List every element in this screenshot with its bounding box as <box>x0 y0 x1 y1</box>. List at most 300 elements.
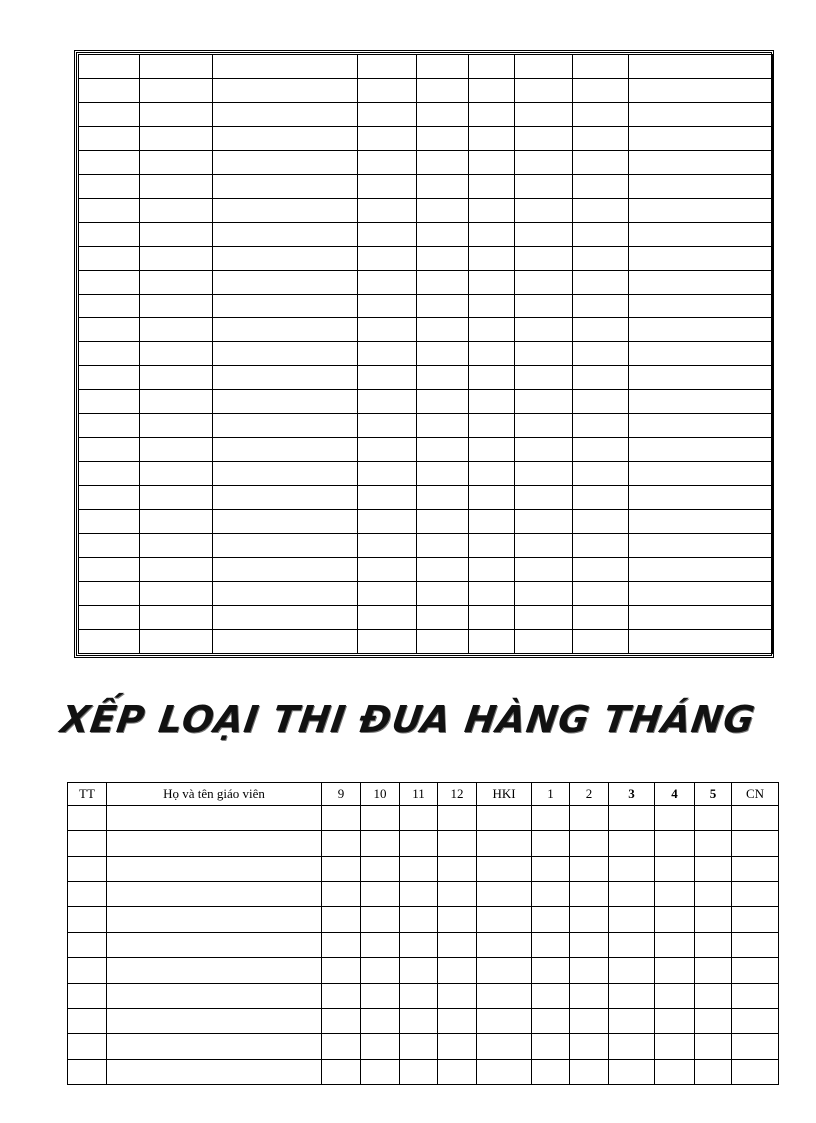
ranking-table-cell <box>655 983 695 1008</box>
blank-grid-cell <box>629 414 773 438</box>
blank-grid-cell <box>358 198 417 222</box>
ranking-table-cell <box>400 831 438 856</box>
ranking-table-cell <box>68 907 107 932</box>
blank-grid-cell <box>358 318 417 342</box>
ranking-table-cell <box>107 1059 322 1084</box>
ranking-table-cell <box>570 882 609 907</box>
blank-grid-cell <box>629 629 773 653</box>
blank-grid-row <box>79 510 773 534</box>
header-teacher-name: Họ và tên giáo viên <box>107 783 322 806</box>
blank-grid-cell <box>573 222 629 246</box>
ranking-table-cell <box>322 907 361 932</box>
ranking-table-cell <box>695 958 732 983</box>
ranking-table-cell <box>400 907 438 932</box>
ranking-table-cell <box>732 1008 779 1033</box>
header-month-5: 5 <box>695 783 732 806</box>
blank-grid-cell <box>358 102 417 126</box>
blank-grid-cell <box>629 78 773 102</box>
ranking-table-cell <box>477 907 532 932</box>
ranking-table-cell <box>532 983 570 1008</box>
blank-grid-cell <box>417 55 469 79</box>
blank-grid-cell <box>213 318 358 342</box>
ranking-table-cell <box>68 882 107 907</box>
blank-grid-cell <box>358 246 417 270</box>
ranking-table-cell <box>732 983 779 1008</box>
blank-grid-cell <box>213 150 358 174</box>
blank-grid-cell <box>573 605 629 629</box>
blank-grid-cell <box>515 270 573 294</box>
ranking-table-cell <box>438 831 477 856</box>
blank-grid-cell <box>629 510 773 534</box>
blank-grid-row <box>79 294 773 318</box>
ranking-table-cell <box>477 1008 532 1033</box>
blank-grid-cell <box>140 581 213 605</box>
blank-grid-cell <box>79 462 140 486</box>
blank-grid-row <box>79 438 773 462</box>
blank-grid-cell <box>358 629 417 653</box>
blank-grid-cell <box>358 78 417 102</box>
blank-grid-cell <box>417 102 469 126</box>
blank-grid-cell <box>140 462 213 486</box>
blank-grid-cell <box>140 438 213 462</box>
blank-grid-cell <box>469 150 515 174</box>
blank-grid-cell <box>140 318 213 342</box>
ranking-table-cell <box>570 983 609 1008</box>
ranking-table-cell <box>477 958 532 983</box>
blank-grid-cell <box>515 222 573 246</box>
blank-grid-cell <box>629 294 773 318</box>
blank-grid-cell <box>515 605 573 629</box>
blank-grid-cell <box>515 414 573 438</box>
blank-grid-cell <box>213 581 358 605</box>
blank-grid-cell <box>417 222 469 246</box>
blank-grid-frame <box>74 50 774 658</box>
blank-grid-cell <box>573 581 629 605</box>
ranking-table-cell <box>655 1034 695 1059</box>
blank-grid-row <box>79 78 773 102</box>
blank-grid-cell <box>358 366 417 390</box>
ranking-table-cell <box>438 932 477 957</box>
header-month-1: 1 <box>532 783 570 806</box>
ranking-table-row <box>68 831 779 856</box>
ranking-table-cell <box>107 806 322 831</box>
ranking-table-row <box>68 932 779 957</box>
blank-grid-row <box>79 366 773 390</box>
ranking-table-cell <box>438 1059 477 1084</box>
ranking-table-cell <box>655 1059 695 1084</box>
ranking-table-cell <box>68 932 107 957</box>
blank-grid-cell <box>79 366 140 390</box>
blank-grid-cell <box>358 510 417 534</box>
blank-grid-cell <box>573 510 629 534</box>
ranking-table-cell <box>655 1008 695 1033</box>
ranking-table-cell <box>68 1034 107 1059</box>
ranking-table-cell <box>477 831 532 856</box>
blank-grid-cell <box>358 222 417 246</box>
blank-grid-row <box>79 390 773 414</box>
blank-grid-cell <box>213 390 358 414</box>
ranking-table-cell <box>532 806 570 831</box>
blank-grid-cell <box>417 390 469 414</box>
blank-grid-cell <box>515 78 573 102</box>
blank-grid-cell <box>140 126 213 150</box>
ranking-table-cell <box>361 806 400 831</box>
blank-grid-cell <box>629 581 773 605</box>
blank-grid-cell <box>515 342 573 366</box>
ranking-table-cell <box>477 856 532 881</box>
ranking-table-cell <box>532 958 570 983</box>
blank-grid-cell <box>515 150 573 174</box>
blank-grid-cell <box>213 510 358 534</box>
ranking-table-cell <box>532 932 570 957</box>
blank-grid-cell <box>213 55 358 79</box>
blank-grid-cell <box>140 78 213 102</box>
blank-grid-row <box>79 55 773 79</box>
blank-grid-cell <box>358 605 417 629</box>
ranking-table-cell <box>322 983 361 1008</box>
ranking-table-row <box>68 983 779 1008</box>
blank-grid-cell <box>469 510 515 534</box>
blank-grid-cell <box>417 246 469 270</box>
blank-grid-cell <box>573 55 629 79</box>
blank-grid-cell <box>573 414 629 438</box>
blank-grid-row <box>79 534 773 558</box>
blank-grid-cell <box>573 534 629 558</box>
ranking-table-row <box>68 856 779 881</box>
blank-grid-cell <box>629 150 773 174</box>
blank-grid-cell <box>213 222 358 246</box>
blank-grid-cell <box>79 294 140 318</box>
blank-grid-cell <box>573 390 629 414</box>
blank-grid-cell <box>515 198 573 222</box>
blank-grid-cell <box>140 246 213 270</box>
ranking-table-cell <box>570 932 609 957</box>
blank-grid-cell <box>417 510 469 534</box>
blank-grid-cell <box>629 534 773 558</box>
ranking-table-cell <box>570 856 609 881</box>
ranking-table-cell <box>400 1008 438 1033</box>
blank-grid-cell <box>79 78 140 102</box>
blank-grid-cell <box>417 558 469 582</box>
blank-grid-cell <box>515 438 573 462</box>
blank-grid-cell <box>629 222 773 246</box>
blank-grid-cell <box>573 629 629 653</box>
ranking-table-cell <box>322 856 361 881</box>
blank-grid-cell <box>515 55 573 79</box>
ranking-table-cell <box>361 958 400 983</box>
blank-grid-cell <box>629 55 773 79</box>
ranking-table-cell <box>570 1059 609 1084</box>
blank-grid-cell <box>417 366 469 390</box>
blank-grid-cell <box>140 150 213 174</box>
blank-grid-cell <box>213 102 358 126</box>
blank-grid-cell <box>358 414 417 438</box>
ranking-table-cell <box>322 1034 361 1059</box>
ranking-table <box>67 782 779 1085</box>
blank-grid-cell <box>417 438 469 462</box>
blank-grid-cell <box>629 102 773 126</box>
blank-grid-cell <box>213 366 358 390</box>
ranking-table-cell <box>732 831 779 856</box>
blank-grid-cell <box>469 174 515 198</box>
ranking-table-cell <box>322 958 361 983</box>
ranking-table-cell <box>532 882 570 907</box>
ranking-table-cell <box>570 958 609 983</box>
blank-grid-cell <box>515 126 573 150</box>
blank-grid-cell <box>79 438 140 462</box>
blank-grid-cell <box>213 462 358 486</box>
ranking-table-cell <box>695 1034 732 1059</box>
blank-grid-row <box>79 462 773 486</box>
ranking-table-cell <box>438 907 477 932</box>
blank-grid-cell <box>213 126 358 150</box>
ranking-table-cell <box>400 882 438 907</box>
blank-grid-cell <box>515 629 573 653</box>
ranking-table-cell <box>695 882 732 907</box>
ranking-table-cell <box>438 983 477 1008</box>
ranking-table-cell <box>477 1034 532 1059</box>
blank-grid-cell <box>417 174 469 198</box>
blank-grid-cell <box>629 126 773 150</box>
ranking-table-cell <box>438 882 477 907</box>
blank-grid-cell <box>417 534 469 558</box>
blank-grid-cell <box>79 510 140 534</box>
header-month-11: 11 <box>400 783 438 806</box>
ranking-table-cell <box>655 907 695 932</box>
blank-grid-cell <box>573 342 629 366</box>
blank-grid-cell <box>79 342 140 366</box>
ranking-table-cell <box>107 856 322 881</box>
blank-grid-cell <box>573 78 629 102</box>
ranking-table-cell <box>570 1008 609 1033</box>
blank-grid-cell <box>417 150 469 174</box>
blank-grid-cell <box>358 55 417 79</box>
ranking-table-cell <box>695 932 732 957</box>
blank-grid-cell <box>629 605 773 629</box>
ranking-table-cell <box>400 1034 438 1059</box>
ranking-table-cell <box>609 831 655 856</box>
blank-grid-cell <box>573 102 629 126</box>
blank-grid-cell <box>469 318 515 342</box>
blank-grid-cell <box>358 558 417 582</box>
blank-grid-row <box>79 270 773 294</box>
ranking-table-cell <box>438 806 477 831</box>
blank-grid-cell <box>79 558 140 582</box>
blank-grid-cell <box>469 390 515 414</box>
ranking-table-cell <box>570 907 609 932</box>
ranking-table-cell <box>107 882 322 907</box>
blank-grid-cell <box>417 342 469 366</box>
blank-grid-cell <box>79 605 140 629</box>
blank-grid-cell <box>213 605 358 629</box>
blank-grid-row <box>79 102 773 126</box>
blank-grid-cell <box>629 390 773 414</box>
blank-grid-cell <box>358 534 417 558</box>
blank-grid-cell <box>515 390 573 414</box>
ranking-table-cell <box>609 983 655 1008</box>
ranking-table-cell <box>609 856 655 881</box>
blank-grid-cell <box>629 462 773 486</box>
blank-grid-cell <box>79 318 140 342</box>
blank-grid-cell <box>79 581 140 605</box>
blank-grid-cell <box>358 270 417 294</box>
ranking-table-cell <box>732 958 779 983</box>
blank-grid-cell <box>213 342 358 366</box>
blank-grid-cell <box>79 629 140 653</box>
blank-grid-cell <box>515 462 573 486</box>
ranking-table-cell <box>695 1008 732 1033</box>
blank-grid-cell <box>515 581 573 605</box>
blank-grid-cell <box>573 270 629 294</box>
blank-grid-cell <box>79 55 140 79</box>
ranking-table-cell <box>609 806 655 831</box>
ranking-table-cell <box>655 882 695 907</box>
blank-grid-cell <box>417 270 469 294</box>
ranking-table-cell <box>532 1059 570 1084</box>
ranking-table-cell <box>732 882 779 907</box>
blank-grid-cell <box>515 534 573 558</box>
blank-grid-cell <box>213 78 358 102</box>
blank-grid-cell <box>213 486 358 510</box>
blank-grid-cell <box>417 294 469 318</box>
ranking-table-cell <box>532 856 570 881</box>
header-month-10: 10 <box>361 783 400 806</box>
blank-grid-cell <box>79 270 140 294</box>
blank-grid-cell <box>358 462 417 486</box>
ranking-table-cell <box>361 856 400 881</box>
blank-grid-cell <box>417 414 469 438</box>
ranking-table-cell <box>655 806 695 831</box>
blank-grid-cell <box>358 342 417 366</box>
blank-grid-cell <box>469 629 515 653</box>
blank-grid-cell <box>573 438 629 462</box>
blank-grid-cell <box>469 222 515 246</box>
ranking-table-cell <box>695 983 732 1008</box>
blank-grid-cell <box>140 510 213 534</box>
blank-grid-cell <box>469 581 515 605</box>
blank-grid-cell <box>469 55 515 79</box>
ranking-table-cell <box>107 1034 322 1059</box>
blank-grid-row <box>79 605 773 629</box>
blank-grid-cell <box>515 510 573 534</box>
blank-grid-cell <box>469 605 515 629</box>
blank-grid-cell <box>573 198 629 222</box>
blank-grid-cell <box>515 294 573 318</box>
blank-grid-cell <box>213 438 358 462</box>
ranking-table-cell <box>655 831 695 856</box>
blank-grid-cell <box>213 294 358 318</box>
blank-grid-cell <box>469 126 515 150</box>
blank-grid-cell <box>213 629 358 653</box>
ranking-table-cell <box>695 806 732 831</box>
blank-grid-row <box>79 222 773 246</box>
blank-grid-cell <box>140 605 213 629</box>
blank-grid-cell <box>358 174 417 198</box>
blank-grid-cell <box>140 534 213 558</box>
blank-grid-cell <box>515 318 573 342</box>
blank-grid-cell <box>629 438 773 462</box>
ranking-table-cell <box>477 983 532 1008</box>
ranking-table-cell <box>361 1034 400 1059</box>
blank-grid-cell <box>358 486 417 510</box>
blank-grid-cell <box>213 270 358 294</box>
ranking-table-cell <box>609 1059 655 1084</box>
ranking-table-cell <box>532 1008 570 1033</box>
blank-grid-cell <box>358 390 417 414</box>
blank-grid-cell <box>469 366 515 390</box>
blank-grid-cell <box>573 294 629 318</box>
blank-grid-cell <box>573 246 629 270</box>
blank-grid-cell <box>213 198 358 222</box>
header-month-2: 2 <box>570 783 609 806</box>
blank-grid-cell <box>469 294 515 318</box>
blank-grid-cell <box>417 581 469 605</box>
blank-grid-cell <box>469 246 515 270</box>
ranking-table-cell <box>68 831 107 856</box>
ranking-table-cell <box>361 882 400 907</box>
ranking-table-cell <box>732 932 779 957</box>
blank-grid-row <box>79 558 773 582</box>
ranking-table-cell <box>322 1059 361 1084</box>
blank-grid-cell <box>515 246 573 270</box>
ranking-table-cell <box>400 806 438 831</box>
ranking-table-cell <box>655 958 695 983</box>
ranking-table-cell <box>532 831 570 856</box>
blank-grid-cell <box>213 414 358 438</box>
ranking-table-cell <box>477 932 532 957</box>
blank-grid-cell <box>629 270 773 294</box>
blank-grid-cell <box>573 366 629 390</box>
blank-grid-cell <box>629 174 773 198</box>
blank-grid-cell <box>515 366 573 390</box>
ranking-table-cell <box>107 983 322 1008</box>
blank-grid-cell <box>573 126 629 150</box>
blank-grid-cell <box>140 486 213 510</box>
ranking-table-cell <box>400 1059 438 1084</box>
ranking-table-cell <box>361 907 400 932</box>
blank-grid-cell <box>140 558 213 582</box>
blank-grid-cell <box>140 414 213 438</box>
blank-grid-cell <box>213 558 358 582</box>
ranking-table-cell <box>732 907 779 932</box>
blank-grid-cell <box>629 246 773 270</box>
blank-grid-cell <box>469 438 515 462</box>
blank-grid-cell <box>629 366 773 390</box>
blank-grid-cell <box>629 318 773 342</box>
blank-grid-cell <box>140 222 213 246</box>
blank-grid-cell <box>417 462 469 486</box>
blank-grid-cell <box>417 198 469 222</box>
ranking-table-cell <box>655 932 695 957</box>
ranking-table-cell <box>68 856 107 881</box>
blank-grid-row <box>79 342 773 366</box>
ranking-table-cell <box>609 882 655 907</box>
blank-grid-cell <box>573 558 629 582</box>
blank-grid-row <box>79 486 773 510</box>
ranking-table-cell <box>107 1008 322 1033</box>
blank-grid-cell <box>469 270 515 294</box>
blank-grid-cell <box>140 629 213 653</box>
ranking-table-cell <box>322 831 361 856</box>
ranking-table-cell <box>570 806 609 831</box>
blank-grid-cell <box>79 414 140 438</box>
ranking-table-cell <box>107 932 322 957</box>
blank-grid-row <box>79 246 773 270</box>
blank-grid-cell <box>573 318 629 342</box>
blank-grid-cell <box>79 126 140 150</box>
ranking-table-cell <box>322 806 361 831</box>
ranking-table-cell <box>361 831 400 856</box>
